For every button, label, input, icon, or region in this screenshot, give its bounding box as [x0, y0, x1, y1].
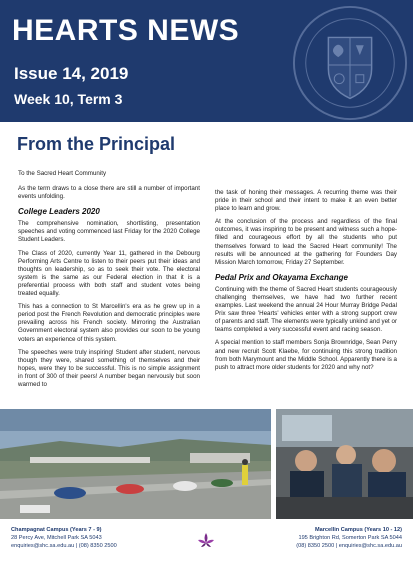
paragraph: This has a connection to St Marcellin's era as he grew up in a period post the French Revolution and democratic principles were prevailing across his French society. Mirroring the Australian Government electoral system also provides our soon to be young voters an experience of this system. — [18, 303, 200, 343]
campus-name: Marcellin Campus (Years 10 - 12) — [314, 527, 402, 533]
campus-address: 195 Brighton Rd, Somerton Park SA 5044 — [298, 535, 402, 541]
section-heading: From the Principal — [17, 134, 176, 154]
campus-address: 28 Percy Ave, Mitchell Park SA 5043 — [11, 535, 102, 541]
footer — [0, 521, 413, 585]
paragraph: The comprehensive nomination, shortlisting, presentation speeches and voting commenced last Friday for the 2020 College Student Leaders. — [18, 220, 200, 244]
campus-name: Champagnat Campus (Years 7 - 9) — [11, 527, 102, 533]
campus-info-right — [296, 526, 402, 550]
paragraph: The speeches were truly inspiring! Student after student, nervous though they were, shared something of themselves and their hopes, were they to be successful. This is no simple assignment in front of 300 of their peers! A number began nervously but soon warmed to — [18, 348, 200, 388]
subheading-pedal-prix: Pedal Prix and Okayama Exchange — [215, 272, 348, 282]
okayama-exchange-photo — [276, 409, 413, 519]
campus-contact[interactable]: enquiries@shc.sa.edu.au | (08) 8350 2500 — [11, 543, 117, 549]
week-term: Week 10, Term 3 — [14, 91, 123, 107]
newsletter-title: HEARTS NEWS — [12, 14, 240, 47]
pedal-prix-photo — [0, 409, 271, 519]
masthead-banner — [0, 0, 413, 122]
campus-info-left — [11, 526, 117, 550]
article-column-left — [18, 170, 200, 394]
paragraph: The Class of 2020, currently Year 11, gathered in the Debourg Performing Arts Centre to listen to their peers put their ideas and thoughts on leadership, so as to seek their vote. The electoral system is the same as our Federal election in that it is a preferential process with both staff and student votes being treated equally. — [18, 249, 200, 298]
campus-contact[interactable]: (08) 8350 2500 | enquiries@shc.sa.edu.au — [296, 543, 402, 549]
paragraph: A special mention to staff members Sonja Brownridge, Sean Perry and new recruit Scott Klaebe, for continuing this strong tradition from both Marymount and the Middle School. Apparently there is a push to attract more older students for 2020 and why not? — [215, 339, 397, 371]
paragraph: the task of honing their messages. A recurring theme was their pride in their school and their intent to make it an even better place to learn and grow. — [215, 189, 397, 213]
subheading-college-leaders: College Leaders 2020 — [18, 207, 100, 217]
article-column-right — [215, 189, 397, 377]
flower-emblem-icon — [196, 531, 216, 551]
college-crest-icon — [291, 4, 409, 122]
greeting: To the Sacred Heart Community — [18, 170, 107, 177]
issue-number: Issue 14, 2019 — [14, 64, 129, 83]
paragraph: Continuing with the theme of Sacred Heart students courageously challenging themselves, we have had two further recent examples. Last weekend the annual 24 Hour Murray Bridge Pedal Prix saw three 'Hearts' vehicles enter with a strong support crew of parents and staff. The elements were typically unkind and yet or teams completed a very successful event and racing season. — [215, 285, 397, 334]
paragraph: At the conclusion of the process and regardless of the final outcomes, it was inspiring to be present and witness such a hope-filled and courageous effort by all the students who put themselves forward to lead the Sacred Heart community! The results will be announced at the gathering for Founders Day Mission March tomorrow, Friday 27 September. — [215, 218, 397, 266]
paragraph: As the term draws to a close there are still a number of important events unfolding. — [18, 185, 200, 201]
